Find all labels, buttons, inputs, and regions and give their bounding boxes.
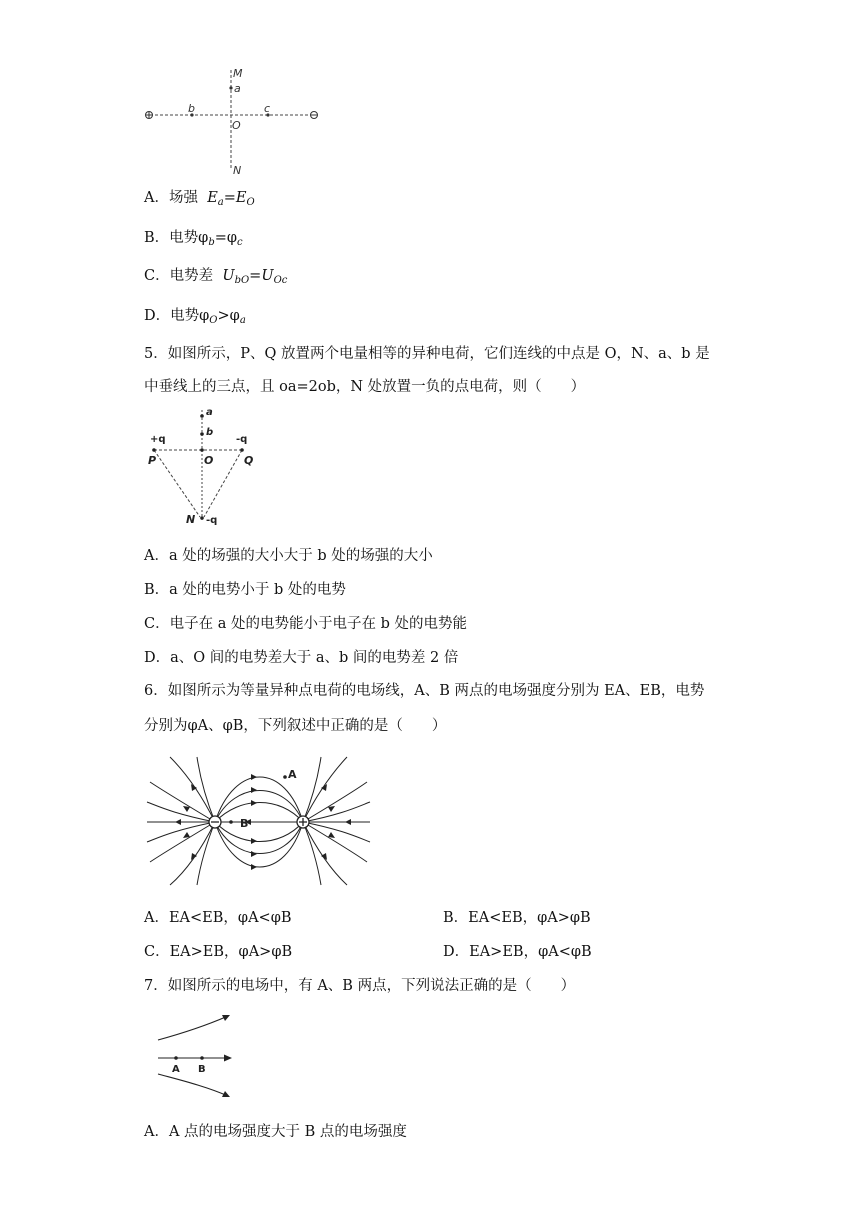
- label-B: B: [240, 817, 249, 830]
- q5-option-d: D．a、O 间的电势差大于 a、b 间的电势差 2 倍: [144, 650, 459, 666]
- q6-option-b: B．EA<EB，φA>φB: [443, 910, 591, 926]
- label-O: O: [232, 119, 241, 132]
- q5-stem-line2: 中垂线上的三点，且 oa=2ob，N 处放置一负的点电荷，则（ ）: [144, 379, 586, 395]
- label-minus-q: -q: [236, 434, 248, 445]
- q4-option-b: B．电势$\varphi_b=\varphi_c$: [144, 230, 243, 248]
- q7-option-a: A．A 点的电场强度大于 B 点的电场强度: [144, 1124, 407, 1140]
- q6-stem-line2: 分别为φA、φB，下列叙述中正确的是（ ）: [144, 718, 447, 734]
- label-N: N: [186, 513, 196, 526]
- q7-stem: 7．如图所示的电场中，有 A、B 两点，下列说法正确的是（ ）: [144, 978, 576, 994]
- label-a: a: [234, 82, 241, 95]
- q5-option-c: C．电子在 a 处的电势能小于电子在 b 处的电势能: [144, 616, 467, 632]
- label-plus-q: +q: [150, 434, 166, 445]
- q4-figure: [140, 62, 330, 177]
- label-M: M: [233, 67, 243, 80]
- q7-field-figure: [150, 1012, 240, 1102]
- q6-stem-line1: 6．如图所示为等量异种点电荷的电场线，A、B 两点的电场强度分别为 EA、EB，电势: [144, 683, 705, 699]
- q4-option-a: A．场强 $E_a=E_O$: [144, 190, 255, 208]
- q5-option-a: A．a 处的场强的大小大于 b 处的场强的大小: [144, 548, 433, 564]
- label-b: b: [188, 102, 195, 115]
- label-c: c: [264, 102, 271, 115]
- q6-option-a: A．EA<EB，φA<φB: [144, 910, 292, 926]
- label-Q: Q: [244, 454, 254, 467]
- q6-option-c: C．EA>EB，φA>φB: [144, 944, 293, 960]
- label-A: A: [288, 768, 297, 781]
- label-b: b: [206, 427, 214, 438]
- q6-option-d: D．EA>EB，φA<φB: [443, 944, 592, 960]
- label-P: P: [148, 454, 157, 467]
- q5-option-b: B．a 处的电势小于 b 处的电势: [144, 582, 346, 598]
- q6-field-lines-figure: [145, 752, 375, 887]
- label-O: O: [204, 454, 214, 467]
- label-N: N: [233, 164, 242, 177]
- q4-option-c: C．电势差 $U_{bO}=U_{Oc}$: [144, 268, 288, 286]
- label-a: a: [206, 407, 213, 418]
- label-B: B: [198, 1064, 206, 1075]
- q5-figure: [142, 402, 272, 532]
- label-A: A: [172, 1064, 180, 1075]
- q4-option-d: D．电势$\varphi_O>\varphi_a$: [144, 308, 246, 326]
- label-minus-q-n: -q: [206, 515, 218, 526]
- q5-stem-line1: 5．如图所示，P、Q 放置两个电量相等的异种电荷，它们连线的中点是 O，N、a、b 是: [144, 346, 710, 362]
